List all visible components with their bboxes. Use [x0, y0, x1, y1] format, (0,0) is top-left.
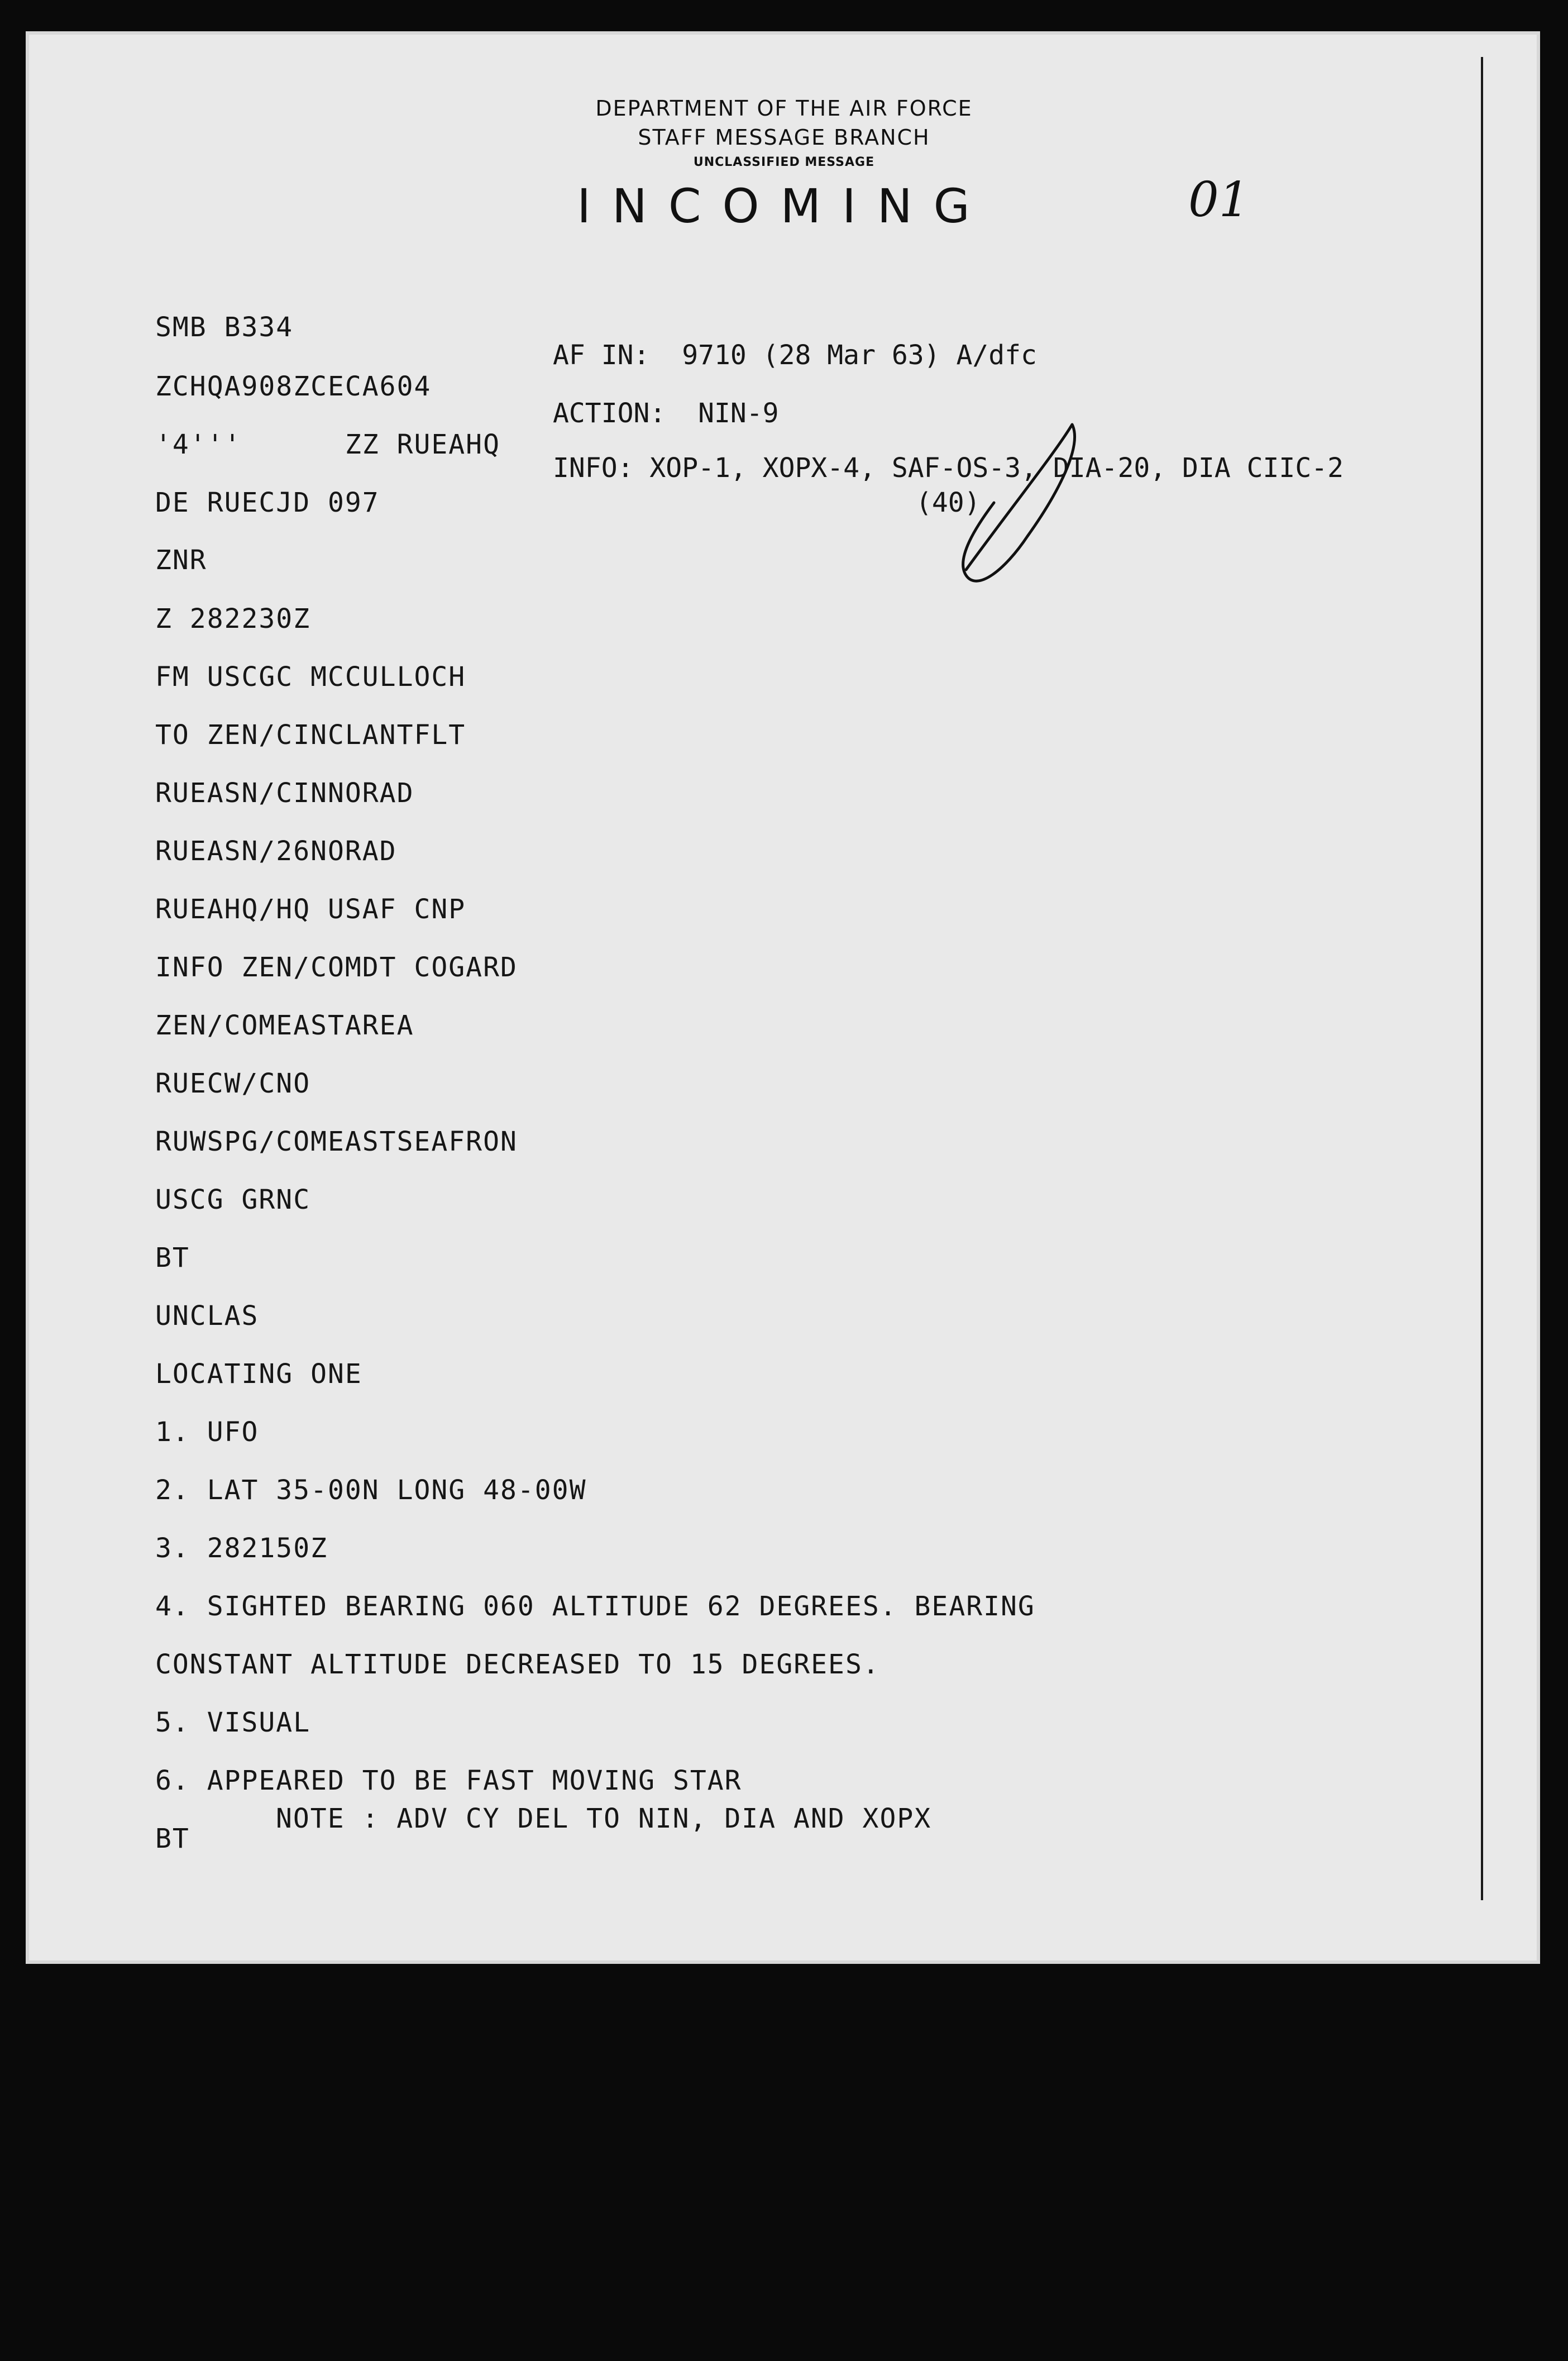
handwritten-slash-mark — [944, 413, 1089, 592]
message-line: LOCATING ONE — [155, 1358, 362, 1390]
message-line: RUECW/CNO — [155, 1068, 311, 1099]
classification-label: UNCLASSIFIED MESSAGE — [693, 155, 875, 169]
message-line: 1. UFO — [155, 1416, 259, 1448]
info-count: (40) — [916, 487, 981, 518]
distribution-note: NOTE : ADV CY DEL TO NIN, DIA AND XOPX — [276, 1803, 932, 1834]
message-line: ZEN/COMEASTAREA — [155, 1010, 414, 1041]
branch-heading: STAFF MESSAGE BRANCH — [638, 125, 930, 150]
message-line: 4. SIGHTED BEARING 060 ALTITUDE 62 DEGREES. BEARING — [155, 1591, 1035, 1622]
info-line: INFO: XOP-1, XOPX-4, SAF-OS-3, DIA-20, DIA CIIC-2 — [553, 452, 1344, 484]
message-line: SMB B334 — [155, 312, 294, 343]
message-line: RUEAHQ/HQ USAF CNP — [155, 894, 466, 925]
right-margin-rule — [1481, 57, 1483, 1900]
message-line: '4''' ZZ RUEAHQ — [155, 429, 500, 460]
message-line: Z 282230Z — [155, 603, 311, 635]
message-line: RUWSPG/COMEASTSEAFRON — [155, 1126, 518, 1157]
message-line: 3. 282150Z — [155, 1533, 328, 1564]
message-line: RUEASN/CINNORAD — [155, 778, 414, 809]
message-line: 5. VISUAL — [155, 1707, 311, 1738]
handwritten-number: 01 — [1188, 172, 1250, 228]
message-line: 2. LAT 35-00N LONG 48-00W — [155, 1475, 587, 1506]
af-in-line: AF IN: 9710 (28 Mar 63) A/dfc — [553, 340, 1037, 371]
message-line: UNCLAS — [155, 1300, 259, 1332]
department-heading: DEPARTMENT OF THE AIR FORCE — [595, 96, 973, 121]
message-line: FM USCGC MCCULLOCH — [155, 661, 466, 693]
message-line: 6. APPEARED TO BE FAST MOVING STAR — [155, 1765, 742, 1796]
incoming-title: INCOMING — [577, 179, 991, 233]
message-line: BT — [155, 1242, 190, 1273]
message-line: CONSTANT ALTITUDE DECREASED TO 15 DEGREES. — [155, 1649, 880, 1680]
message-line: BT — [155, 1823, 190, 1854]
message-line: ZCHQA908ZCECA604 — [155, 371, 432, 402]
action-line: ACTION: NIN-9 — [553, 398, 779, 429]
message-line: USCG GRNC — [155, 1184, 311, 1215]
message-line: RUEASN/26NORAD — [155, 836, 397, 867]
message-line: ZNR — [155, 545, 207, 576]
message-line: DE RUECJD 097 — [155, 487, 380, 518]
message-line: INFO ZEN/COMDT COGARD — [155, 952, 518, 983]
message-line: TO ZEN/CINCLANTFLT — [155, 719, 466, 751]
